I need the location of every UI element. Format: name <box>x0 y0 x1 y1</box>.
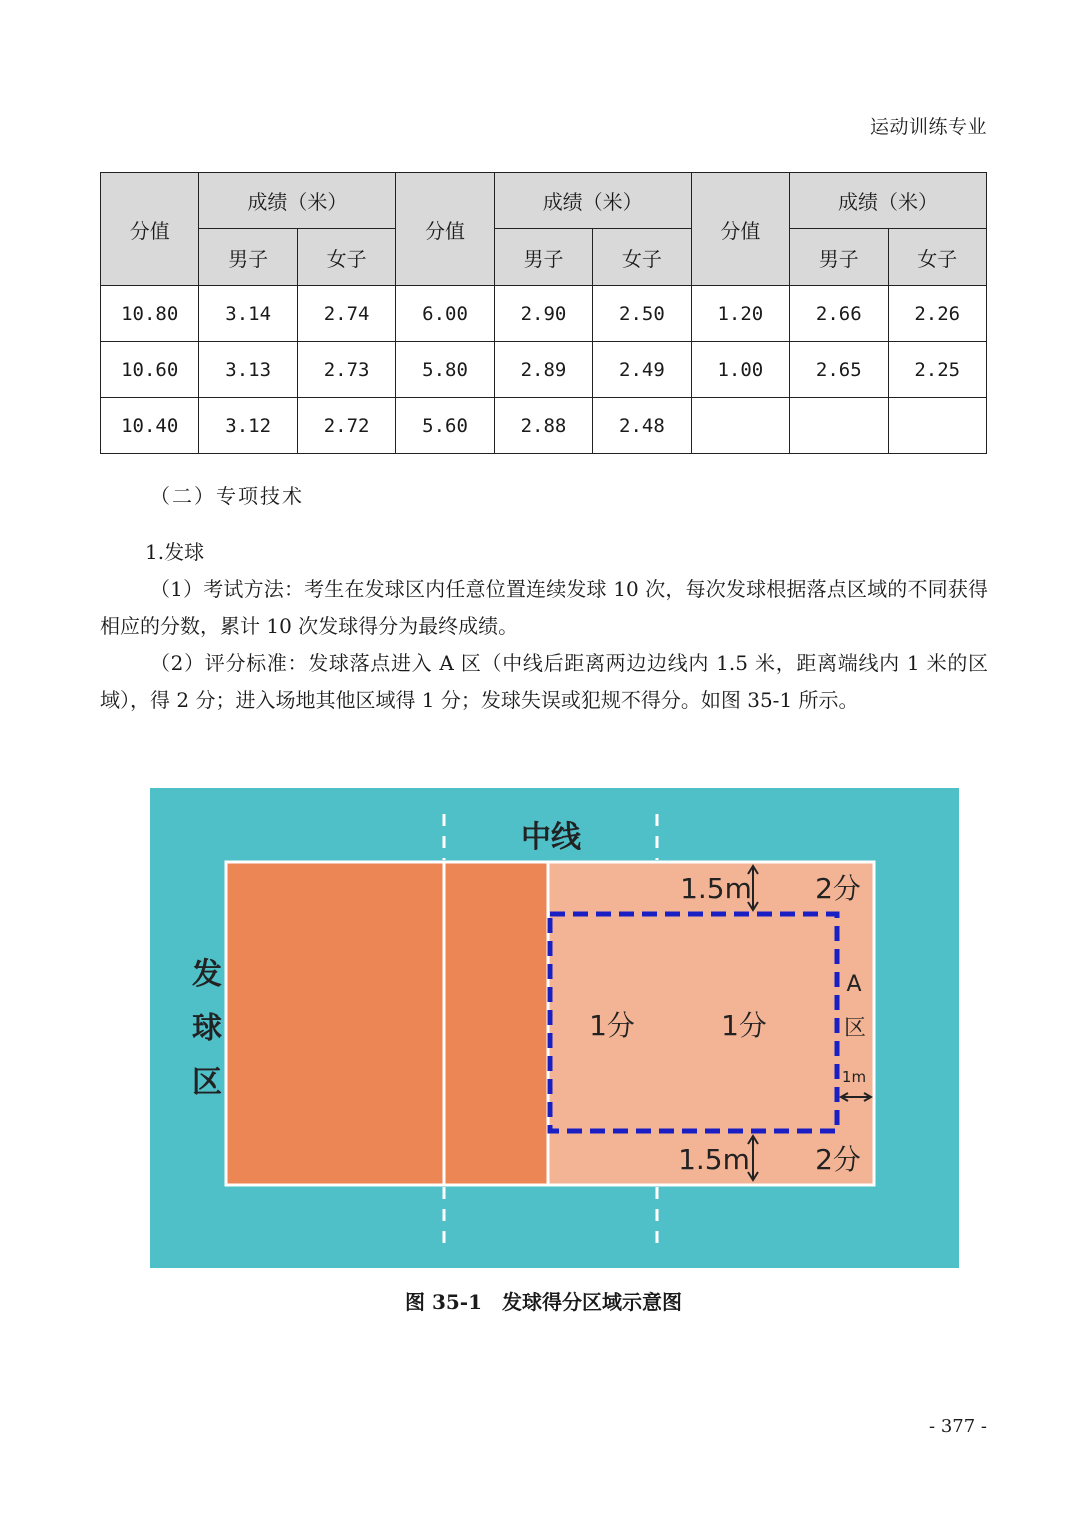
serve-side-court <box>226 862 548 1185</box>
serve-zone-label-3: 区 <box>192 1065 222 1100</box>
table-cell: 2.74 <box>297 286 395 342</box>
serve-zone-label-1: 发 <box>192 957 222 992</box>
table-cell: 2.26 <box>888 286 987 342</box>
table-cell: 2.73 <box>297 342 395 398</box>
score-column-header: 分值 <box>691 173 789 286</box>
table-cell: 10.80 <box>101 286 199 342</box>
serve-zone-label-2: 球 <box>192 1011 222 1046</box>
table-cell: 2.88 <box>494 398 592 454</box>
table-cell: 2.50 <box>593 286 691 342</box>
table-cell: 2.25 <box>888 342 987 398</box>
bottom-margin-label: 1.5m <box>678 1143 750 1176</box>
table-cell: 2.48 <box>593 398 691 454</box>
table-cell: 3.13 <box>199 342 297 398</box>
female-column-header: 女子 <box>888 229 987 286</box>
one-point-label-left: 1分 <box>589 1009 635 1042</box>
table-row <box>101 286 987 342</box>
table-cell: 2.49 <box>593 342 691 398</box>
two-points-label-bottom: 2分 <box>815 1143 861 1176</box>
result-column-header: 成绩（米） <box>494 173 691 229</box>
table-row <box>101 342 987 398</box>
two-points-label-top: 2分 <box>815 872 861 905</box>
page-header: 运动训练专业 <box>869 116 987 138</box>
table-row <box>101 398 987 454</box>
table-cell: 10.60 <box>101 342 199 398</box>
table-cell: 3.14 <box>199 286 297 342</box>
female-column-header: 女子 <box>593 229 691 286</box>
table-header-row <box>101 173 987 229</box>
result-column-header: 成绩（米） <box>790 173 987 229</box>
female-column-header: 女子 <box>297 229 395 286</box>
item-title: 1.发球 <box>145 540 205 564</box>
top-margin-label: 1.5m <box>680 872 752 905</box>
table-cell: 2.90 <box>494 286 592 342</box>
male-column-header: 男子 <box>199 229 297 286</box>
paragraph-method: （1）考试方法：考生在发球区内任意位置连续发球 10 次，每次发球根据落点区域的不同获得相应的分数，累计 10 次发球得分为最终成绩。 <box>100 577 988 638</box>
male-column-header: 男子 <box>790 229 888 286</box>
result-column-header: 成绩（米） <box>199 173 396 229</box>
end-margin-label: 1m <box>841 1068 867 1086</box>
score-table <box>100 172 987 454</box>
table-cell: 2.89 <box>494 342 592 398</box>
serve-zone-diagram <box>150 788 959 1268</box>
table-cell: 5.80 <box>396 342 494 398</box>
paragraph-scoring: （2）评分标准：发球落点进入 A 区（中线后距离两边边线内 1.5 米，距离端线内 1 米的区域），得 2 分；进入场地其他区域得 1 分；发球失误或犯规不得分。如图 35-1 所示。 <box>100 651 988 712</box>
one-point-label-right: 1分 <box>721 1009 767 1042</box>
table-cell: 2.66 <box>790 286 888 342</box>
table-cell <box>691 398 789 454</box>
male-column-header: 男子 <box>494 229 592 286</box>
table-cell: 5.60 <box>396 398 494 454</box>
zone-a-label-a: A <box>846 972 862 997</box>
table-cell <box>790 398 888 454</box>
table-cell: 10.40 <box>101 398 199 454</box>
table-cell: 3.12 <box>199 398 297 454</box>
figure-caption: 图 35-1 发球得分区域示意图 <box>404 1290 682 1314</box>
table-subheader-row <box>101 229 987 286</box>
score-column-header: 分值 <box>396 173 494 286</box>
section-title: （二）专项技术 <box>150 484 304 508</box>
page-number: - 377 - <box>929 1416 987 1437</box>
table-cell <box>888 398 987 454</box>
score-column-header: 分值 <box>101 173 199 286</box>
table-cell: 6.00 <box>396 286 494 342</box>
table-cell: 1.20 <box>691 286 789 342</box>
center-line-label: 中线 <box>521 820 581 855</box>
table-cell: 2.65 <box>790 342 888 398</box>
zone-a-label-zone: 区 <box>843 1016 867 1041</box>
table-cell: 1.00 <box>691 342 789 398</box>
table-cell: 2.72 <box>297 398 395 454</box>
